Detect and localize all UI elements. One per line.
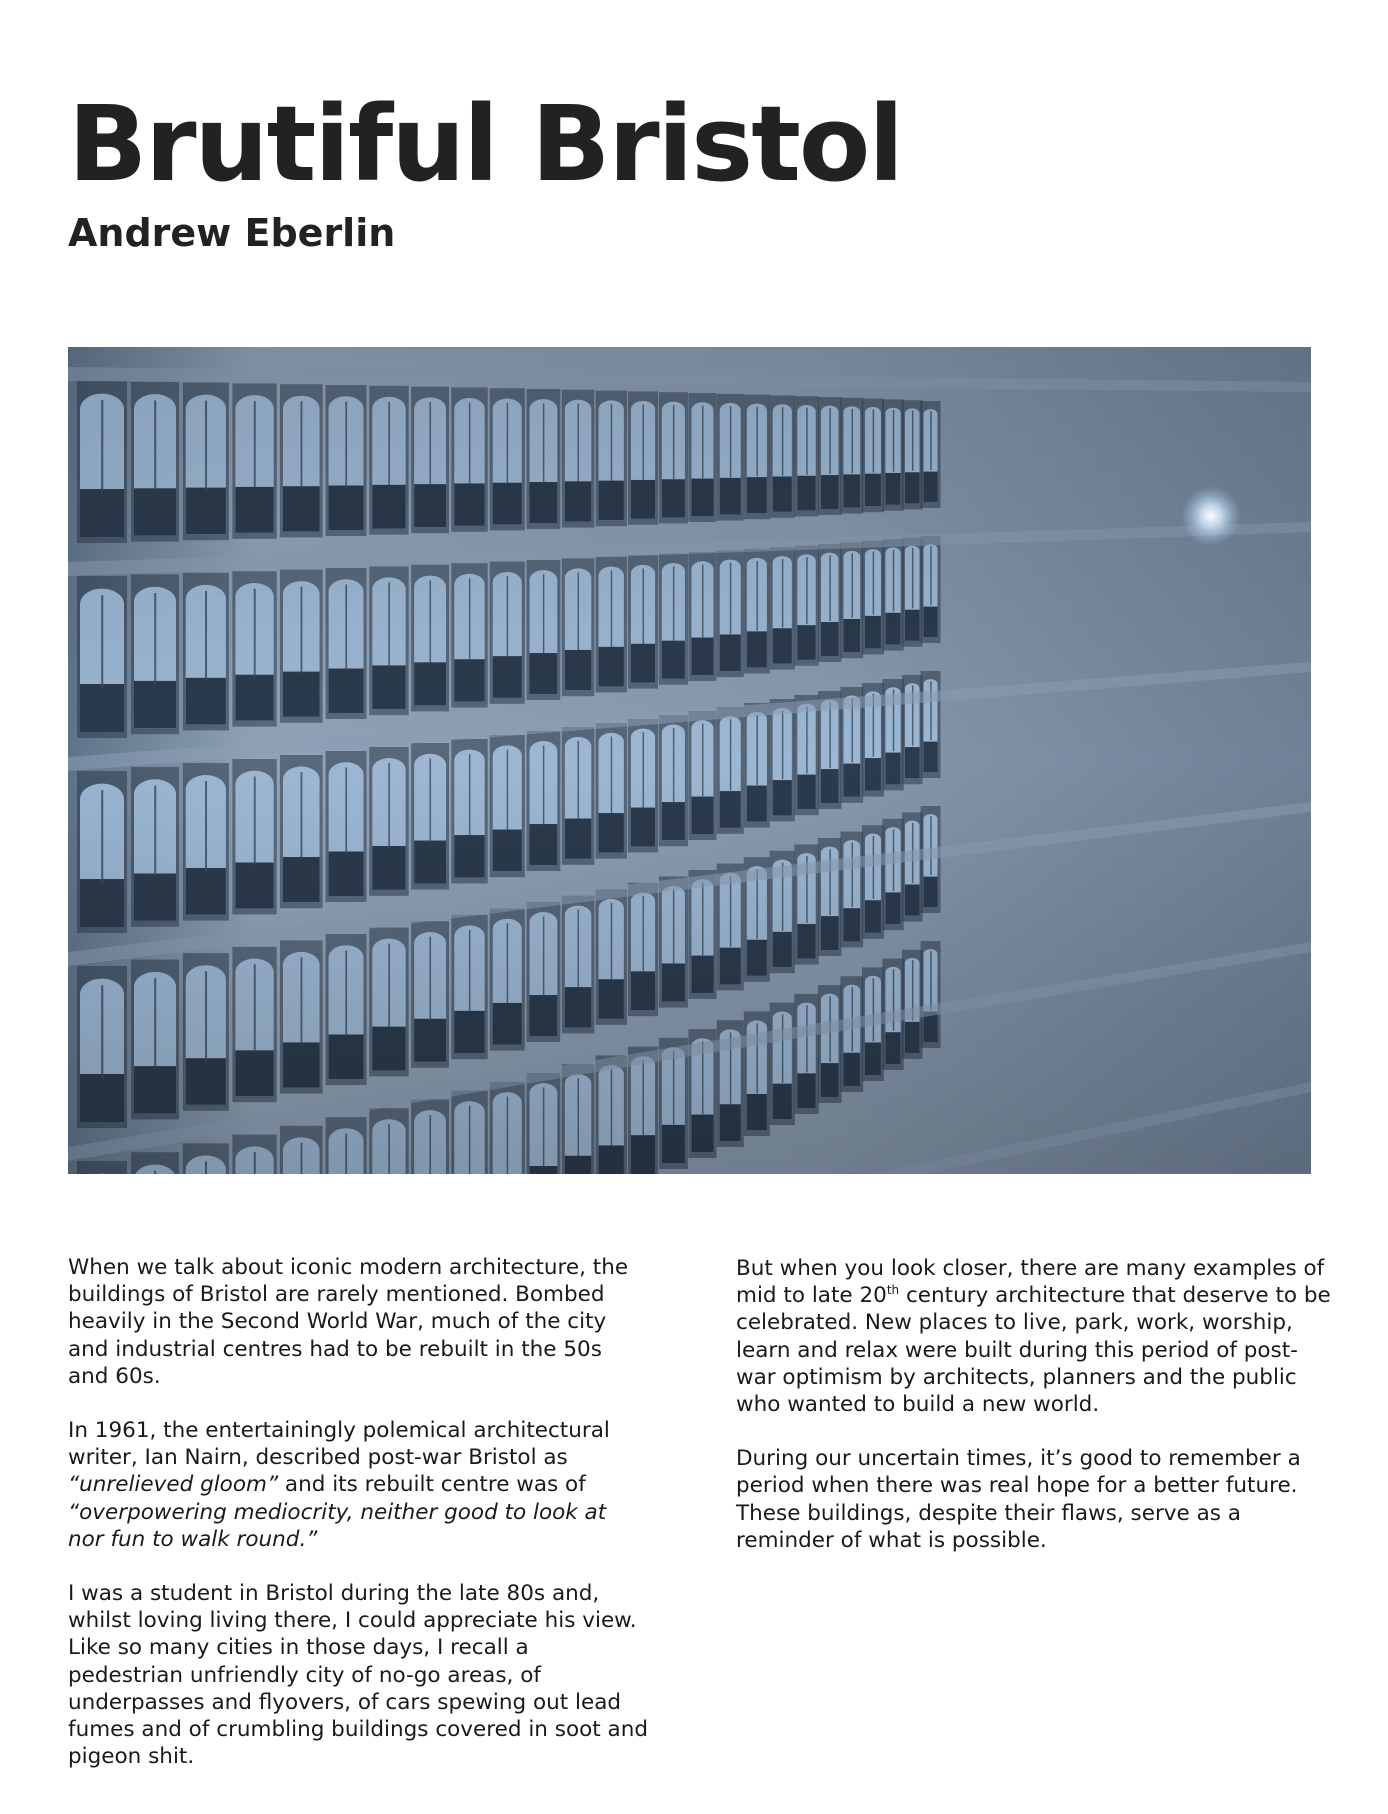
paragraph-text: In 1961, the entertainingly polemical architectural writer, Ian Nairn, described post-war Bristol as [68,1418,610,1471]
article-author: Andrew Eberlin [68,211,396,255]
paragraph-text: and its rebuilt centre was of [284,1472,586,1498]
paragraph-text: During our uncertain times, it’s good to remember a period when there was real hope for a better future. These buildings, despite their flaws, serve as a reminder of what is possible. [736,1446,1301,1553]
ordinal-suffix: th [886,1283,900,1298]
nairn-quote: “unrelieved gloom” [68,1472,279,1498]
paragraph-4 [736,1255,1336,1418]
building-facade-photo [68,347,1311,1174]
paragraph-3 [68,1580,648,1770]
paragraph-text: I was a student in Bristol during the late 80s and, whilst loving living there, I could appreciate his view. Like so many cities in those days, I recall a pedestrian unfriendly city of no-go areas, of underpasses and flyovers, of cars spewing out lead fumes and of crumbling buildings covered in soot and pigeon shit. [68,1581,648,1770]
article-title: Brutiful Bristol [68,83,903,205]
paragraph-5 [736,1445,1336,1554]
article-column-left [68,1254,648,1770]
sun-glint [1181,486,1241,546]
article-column-right [736,1255,1336,1554]
nairn-quote: “overpowering mediocrity, neither good to look at nor fun to walk round.” [68,1499,607,1552]
paragraph-text: But when you look closer, there are many examples of mid to late 20 [736,1256,1325,1309]
paragraph-text: century architecture that deserve to be celebrated. New places to live, park, work, worship, learn and relax were built during this period of post-war optimism by architects, planners and the public who wanted to build a new world. [736,1283,1331,1418]
paragraph-2 [68,1417,648,1553]
paragraph-text: When we talk about iconic modern architecture, the buildings of Bristol are rarely mentioned. Bombed heavily in the Second World War, much of the city and industrial centres had to be rebuilt in the 50s and 60s. [68,1255,629,1389]
paragraph-1 [68,1254,648,1390]
